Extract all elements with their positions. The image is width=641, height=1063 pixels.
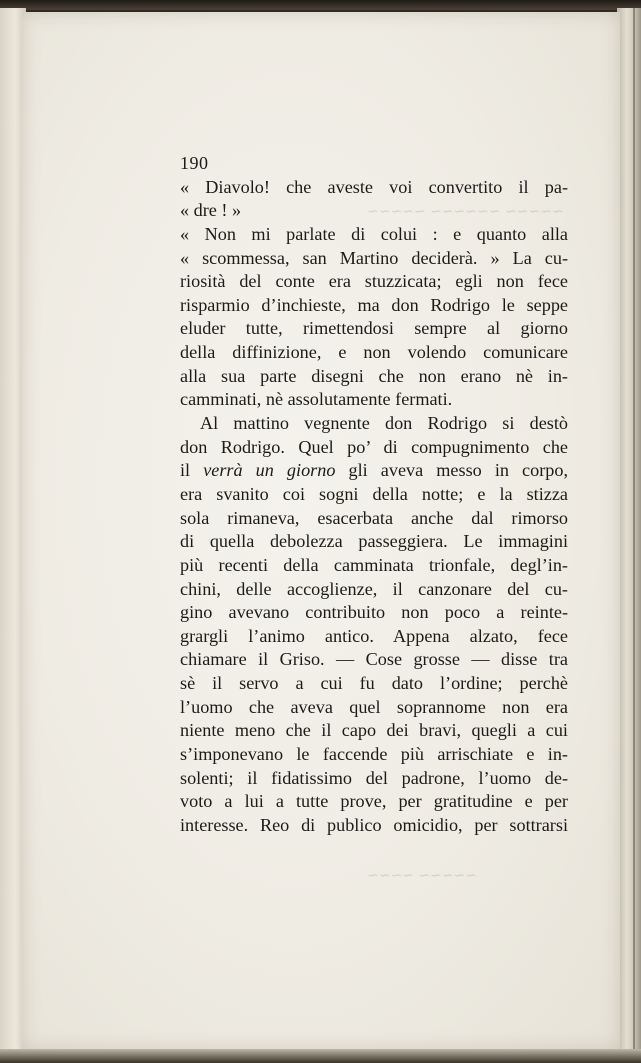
text-line-mixed [180, 459, 568, 483]
text-line: alla sua parte disegni che non erano nè in- [180, 365, 568, 386]
text-line: l’uomo che aveva quel soprannome non era [180, 696, 568, 717]
show-through-mark: ~~~~~ ~~~~~~ ~~~~~ [367, 204, 564, 220]
text-line: don Rodrigo. Quel po’ di compugnimento che [180, 436, 568, 457]
italic-phrase: verrà un giorno [203, 460, 336, 481]
page-number: 190 [180, 153, 209, 173]
text-line: sola rimaneva, esacerbata anche dal rimorso [180, 507, 568, 528]
text-line: risparmio d’inchieste, ma don Rodrigo le seppe [180, 294, 568, 315]
show-through-mark: ~~~~~ ~~~~ [367, 868, 478, 884]
text-line: voto a lui a tutte prove, per gratitudine e per [180, 791, 568, 812]
text-line: s’imponevano le faccende più arrischiate e in- [180, 744, 568, 765]
text-line: solenti; il fidatissimo del padrone, l’uomo de- [180, 767, 568, 788]
text-line: « scommessa, san Martino deciderà. » La cu- [180, 247, 568, 268]
book-top-edge [0, 0, 641, 10]
text-line: « Diavolo! che aveste voi convertito il pa- [180, 176, 568, 197]
text-line: chiamare il Griso. — Cose grosse — disse tra [180, 649, 568, 670]
right-page-stack [617, 8, 641, 1063]
text-line: niente meno che il capo dei bravi, quegli a cui [180, 720, 568, 741]
text-line: grargli l’animo antico. Appena alzato, fece [180, 625, 568, 646]
text-line: Al mattino vegnente don Rodrigo si destò [200, 413, 568, 434]
text-line: sè il servo a cui fu dato l’ordine; perchè [180, 673, 568, 694]
text-line: chini, delle accoglienze, il canzonare del cu- [180, 578, 568, 599]
text-run: il [180, 460, 204, 481]
text-line: di quella debolezza passeggiera. Le immagini [180, 531, 568, 552]
book-bottom-edge [0, 1049, 641, 1063]
text-line: interesse. Reo di publico omicidio, per sottrarsi [180, 814, 568, 835]
text-line: gino avevano contribuito non poco a reinte- [180, 602, 568, 623]
text-line: « dre ! » [180, 200, 242, 221]
text-line: della diffinizione, e non volendo comunicare [180, 342, 568, 363]
text-line: era svanito coi sogni della notte; e la stizza [180, 483, 568, 504]
text-line: eluder tutte, rimettendosi sempre al giorno [180, 318, 568, 339]
page-text [180, 152, 568, 838]
text-line: camminati, nè assolutamente fermati. [180, 389, 453, 410]
text-run: gli aveva messo in corpo, [335, 460, 568, 481]
text-line: « Non mi parlate di colui : e quanto alla [180, 223, 568, 244]
text-line: riosità del conte era stuzzicata; egli non fece [180, 271, 568, 292]
text-line: più recenti della camminata trionfale, degl’in- [180, 554, 568, 575]
